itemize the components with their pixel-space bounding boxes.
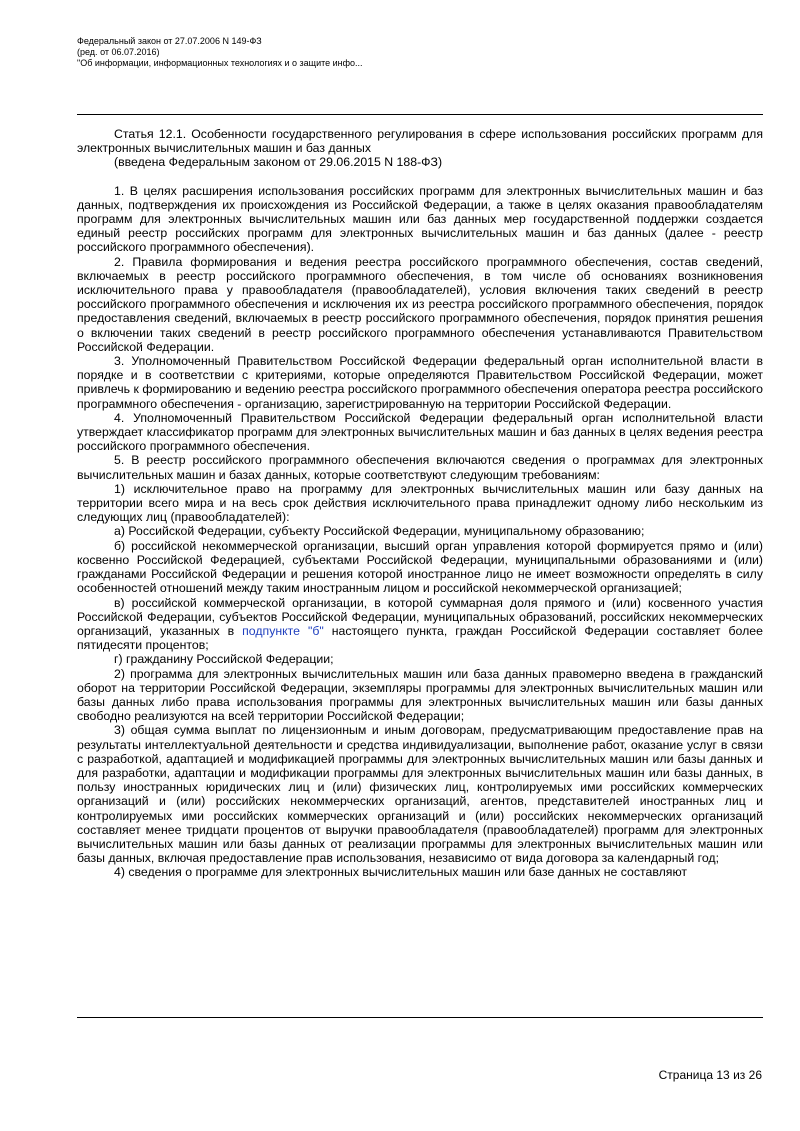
article-intro-note: (введена Федеральным законом от 29.06.2015 N 188-ФЗ)	[114, 155, 443, 170]
paragraph-3: 3. Уполномоченный Правительством Российской Федерации федеральный орган исполнительной власти в порядке и в соответствии с критериями, которые определяются Правительством Российской Федерации, может привлечь к формированию и ведению реестра российского программного обеспечения оператора реестра российского программного обеспечения - организацию, зарегистрированную на территории Российской Федерации.	[77, 354, 763, 411]
header-revision: (ред. от 06.07.2016)	[77, 47, 160, 57]
page-label: Страница	[658, 1068, 714, 1082]
bottom-divider	[77, 1017, 763, 1018]
page-counter	[659, 1068, 762, 1082]
paragraph-5-1-v	[77, 596, 763, 653]
paragraph-5-1: 1) исключительное право на программу для электронных вычислительных машин или базу данных на территории всего мира и на весь срок действия исключительного права принадлежит одному либо нескольким из следующих лиц (правообладателей):	[77, 481, 763, 525]
paragraph-5-1-a: а) Российской Федерации, субъекту Российской Федерации, муниципальному образованию;	[114, 524, 645, 539]
page-current: 13	[716, 1068, 730, 1082]
document-body	[77, 127, 763, 880]
header-law-title: Федеральный закон от 27.07.2006 N 149-ФЗ	[77, 36, 262, 46]
header-law-name: "Об информации, информационных технологиях и о защите инфо...	[77, 58, 363, 68]
paragraph-5-4: 4) сведения о программе для электронных вычислительных машин или базе данных не составляют	[114, 865, 688, 880]
page-total: 26	[748, 1068, 762, 1082]
page-of-label: из	[733, 1068, 746, 1082]
paragraph-2: 2. Правила формирования и ведения реестра российского программного обеспечения, состав сведений, включаемых в реестр российского программного обеспечения, в том числе об основаниях возникновения исключительного права у правообладателя (правообладателей), условия включения таких сведений в реестр российского программного обеспечения и исключения их из реестра российского программного обеспечения, порядок предоставления сведений, включаемых в реестр российского программного обеспечения, порядок принятия решения о включении таких сведений в реестр российского программного обеспечения устанавливаются Правительством Российской Федерации.	[77, 254, 763, 354]
document-header	[77, 36, 577, 69]
paragraph-1: 1. В целях расширения использования российских программ для электронных вычислительных машин и баз данных, подтверждения их происхождения из Российской Федерации, а также в целях оказания правообладателям программ для электронных вычислительных машин или баз данных мер государственной поддержки создается единый реестр российских программ для электронных вычислительных машин и баз данных (далее - реестр российского программного обеспечения).	[77, 183, 763, 255]
paragraph-5-1-g: г) гражданину Российской Федерации;	[114, 652, 334, 667]
paragraph-5-1-b: б) российской некоммерческой организации, высший орган управления которой формируется прямо и (или) косвенно Российской Федерацией, субъектами Российской Федерации, муниципальными образованиями и (или) гражданами Российской Федерации и решения которой иностранное лицо не имеет возможности определять в силу особенностей отношений между таким иностранным лицом и российской некоммерческой организацией;	[77, 538, 763, 596]
paragraph-5-1-v-text-after: настоящего пункта, граждан Российской Федерации составляет более пятидесяти процентов;	[77, 623, 763, 653]
paragraph-5-2: 2) программа для электронных вычислительных машин или база данных правомерно введена в гражданский оборот на территории Российской Федерации, экземпляры программы для электронных вычислительных машин или базы данных либо права использования программы для электронных вычислительных машин или базы данных свободно реализуются на всей территории Российской Федерации;	[77, 666, 763, 724]
top-divider	[77, 114, 763, 115]
paragraph-5-3: 3) общая сумма выплат по лицензионным и иным договорам, предусматривающим предоставление прав на результаты интеллектуальной деятельности и средства индивидуализации, выполнение работ, оказание услуг в связи с разработкой, адаптацией и модификацией программы для электронных вычислительных машин или базы данных и для разработки, адаптации и модификации программы для электронных вычислительных машин или базы данных, в пользу иностранных юридических лиц и (или) физических лиц, контролируемых ими российских коммерческих организаций и (или) российских некоммерческих организаций, агентов, представителей иностранных лиц и контролируемых ими российских коммерческих организаций и (или) российских некоммерческих организаций составляет менее тридцати процентов от выручки правообладателя (правообладателей) программ для электронных вычислительных машин или базы данных от реализации программы для электронных вычислительных машин или базы данных, включая предоставление прав использования, независимо от вида договора за календарный год;	[77, 723, 763, 866]
article-title: Статья 12.1. Особенности государственного регулирования в сфере использования российских программ для электронных вычислительных машин и баз данных	[77, 127, 763, 156]
subparagraph-b-link[interactable]: подпункте "б"	[242, 623, 324, 638]
paragraph-5-1-v-text-before: в) российской коммерческой организации, в которой суммарная доля прямого и (или) косвенного участия Российской Федерации, субъектов Российской Федерации, муниципальных образований, российских некоммерческих организаций, указанных в	[77, 595, 763, 638]
paragraph-4: 4. Уполномоченный Правительством Российской Федерации федеральный орган исполнительной власти утверждает классификатор программ для электронных вычислительных машин и баз данных в целях ведения реестра российского программного обеспечения.	[77, 410, 763, 454]
paragraph-5: 5. В реестр российского программного обеспечения включаются сведения о программах для электронных вычислительных машин и базах данных, которые соответствуют следующим требованиям:	[77, 453, 763, 482]
